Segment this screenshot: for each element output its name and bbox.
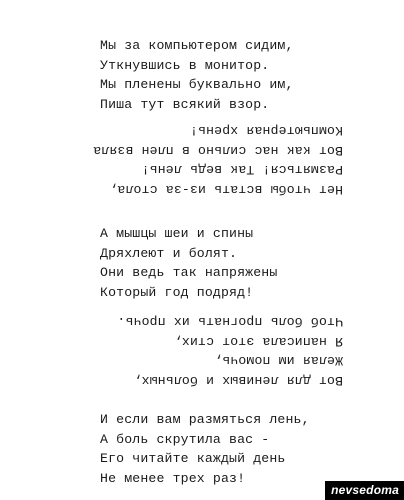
poem-line: Его читайте каждый день (100, 451, 286, 466)
poem-line: Вот как нас сильно в плен взяла (93, 143, 343, 158)
poem-line: Уткнувшись в монитор. (100, 57, 270, 73)
stanza-1 (100, 36, 294, 114)
stanza-5 (100, 410, 310, 488)
poem-line: Я написала этот стих, (173, 334, 343, 349)
poem-line: Вот для ленивых и больных, (133, 373, 343, 388)
poem-line: Они ведь так напряжены (100, 265, 278, 280)
poem-line: А боль скрутила вас - (100, 431, 270, 447)
poem-line: И если вам размяться лень, (100, 412, 310, 427)
poem-line: Компьютерная хрень! (189, 123, 343, 139)
poem-line: Мы пленены буквально им, (100, 77, 294, 92)
stanza-3 (100, 224, 277, 302)
poem-line: Желая им помочь, (213, 353, 343, 369)
poem-line: Пиша тут всякий взор. (100, 96, 270, 112)
poem-line: А мышцы шеи и спины (100, 226, 254, 241)
stanza-4-inverted (43, 312, 343, 390)
poem-line: Мы за компьютером сидим, (100, 38, 294, 53)
poem-line: Дряхлеют и болят. (100, 245, 238, 261)
poem-line: Нет чтобы встать из-за стола, (109, 182, 343, 197)
poem-line: Который год подряд! (100, 284, 254, 300)
poem-line: Чтоб боль прогнать их прочь. (117, 314, 343, 330)
poem-line: Размяться! Так ведь лень! (141, 162, 343, 178)
stanza-2-inverted (13, 121, 343, 199)
poem-line: Не менее трех раз! (100, 470, 246, 486)
watermark-logo: nevsedoma (325, 481, 404, 500)
